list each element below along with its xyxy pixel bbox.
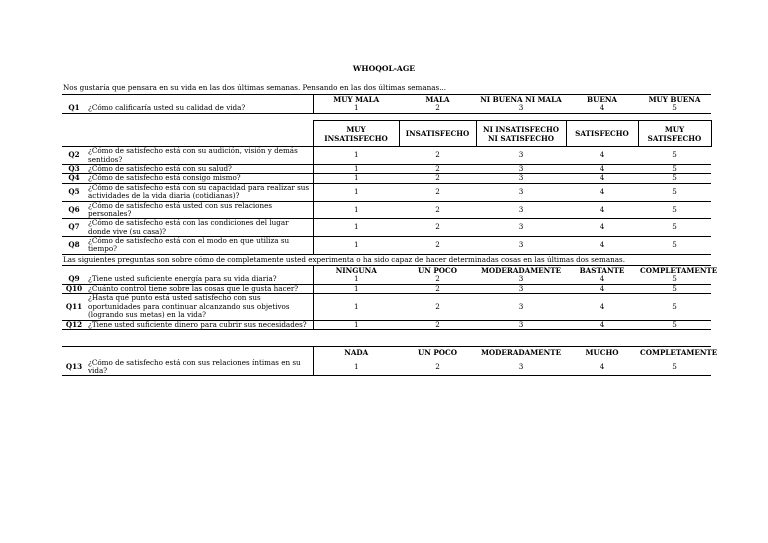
option-3[interactable]: 3 [476,174,566,183]
option-3[interactable]: 3 [476,237,566,255]
option-4[interactable]: 4 [566,219,638,237]
question-row-q10 [62,284,711,293]
section2-table [62,120,712,255]
question-id: Q6 [62,201,86,219]
option-2[interactable]: 2 [399,237,476,255]
option-5[interactable]: 5 [638,201,711,219]
question-id: Q10 [62,284,86,293]
option-4[interactable]: 4 [566,147,638,165]
question-row-q6 [62,201,711,219]
header-option-4: BUENA [566,95,638,105]
header-option-3: MODERADAMENTE [476,266,566,276]
question-text: ¿Cómo de satisfecho está usted con sus relaciones personales? [86,201,313,219]
question-id: Q3 [62,165,86,174]
option-2[interactable]: 2 [399,201,476,219]
question-row-q7 [62,219,711,237]
option-1[interactable]: 1 [313,293,399,320]
option-2[interactable]: 2 [399,147,476,165]
option-3[interactable]: 3 [476,320,566,329]
option-4[interactable]: 4 [566,359,638,376]
option-4[interactable]: 4 [566,284,638,293]
question-text: ¿Hasta qué punto está usted satisfecho con sus oportunidades para continuar alcanzando sus objetivos (logrando sus metas) en la vida? [86,293,313,320]
section1-table [62,94,711,114]
option-3[interactable]: 3 [518,274,524,284]
header-option-2: UN POCO [399,347,476,359]
question-text: ¿Cómo de satisfecho está con su salud? [86,165,313,174]
question-id: Q13 [62,359,86,376]
option-1[interactable]: 1 [313,165,399,174]
header-option-4: BASTANTE [566,266,638,276]
option-3[interactable]: 3 [476,147,566,165]
option-1[interactable]: 1 [313,183,399,201]
option-5[interactable]: 5 [638,147,711,165]
option-2[interactable]: 2 [399,104,476,113]
option-5[interactable]: 5 [638,219,711,237]
option-5[interactable]: 5 [638,165,711,174]
option-1[interactable]: 1 [313,359,399,376]
question-text: ¿Cómo de satisfecho está con su capacidad para realizar sus actividades de la vida diaria (cotidianas)? [86,183,313,201]
option-1[interactable]: 1 [313,174,399,183]
option-5[interactable]: 5 [638,359,711,376]
question-id: Q12 [62,320,86,329]
question-id: Q7 [62,219,86,237]
option-5[interactable]: 5 [638,174,711,183]
option-1[interactable]: 1 [353,274,359,284]
question-row-q5 [62,183,711,201]
option-4[interactable]: 4 [566,201,638,219]
option-5[interactable]: 5 [638,293,711,320]
option-3[interactable]: 3 [476,104,566,113]
header-option-5: MUY BUENA [638,95,711,105]
option-3[interactable]: 3 [476,359,566,376]
question-text: ¿Cómo de satisfecho está con las condiciones del lugar donde vive (su casa)? [86,219,313,237]
section3-table [62,265,718,330]
header-option-1: NINGUNA [313,266,399,276]
option-5[interactable]: 5 [638,104,711,113]
section4-table [62,346,718,376]
option-4[interactable]: 4 [599,274,605,284]
question-row-q11 [62,293,711,320]
option-2[interactable]: 2 [399,165,476,174]
question-id: Q9 [68,274,80,284]
option-4[interactable]: 4 [566,320,638,329]
header-option-1: MUY INSATISFECHO [313,121,399,147]
option-3[interactable]: 3 [476,293,566,320]
question-text: ¿Cómo de satisfecho está con su audición, visión y demás sentidos? [86,147,313,165]
question-text: ¿Cómo de satisfecho está con el modo en que utiliza su tiempo? [86,237,313,255]
option-3[interactable]: 3 [476,219,566,237]
header-option-5: MUY SATISFECHO [638,121,711,147]
question-text: ¿Tiene usted suficiente dinero para cubrir sus necesidades? [86,320,313,329]
question-text: ¿Cuánto control tiene sobre las cosas que le gusta hacer? [86,284,313,293]
question-text: ¿Tiene usted suficiente energía para su vida diaria? [86,275,313,284]
option-1[interactable]: 1 [313,104,399,113]
header-option-1: NADA [313,347,399,359]
question-id: Q2 [62,147,86,165]
option-1[interactable]: 1 [313,219,399,237]
question-row-q8 [62,237,711,255]
option-1[interactable]: 1 [313,237,399,255]
option-4[interactable]: 4 [566,237,638,255]
question-row-q4 [62,174,711,183]
option-2[interactable]: 2 [399,219,476,237]
header-option-2: UN POCO [399,266,476,276]
option-2[interactable]: 2 [435,274,440,284]
question-id: Q8 [62,237,86,255]
option-2[interactable]: 2 [399,293,476,320]
question-id: Q5 [62,183,86,201]
option-2[interactable]: 2 [399,359,476,376]
option-4[interactable]: 4 [566,174,638,183]
question-id: Q11 [62,293,86,320]
page-title: WHOQOL-AGE [352,64,416,73]
option-4[interactable]: 4 [566,165,638,174]
option-2[interactable]: 2 [399,284,476,293]
question-text: ¿Cómo calificaría usted su calidad de vida? [86,104,313,113]
header-option-4: MUCHO [566,347,638,359]
header-option-3: NI BUENA NI MALA [476,95,566,105]
question-id: Q1 [62,104,86,113]
option-5[interactable]: 5 [638,284,711,293]
option-2[interactable]: 2 [399,183,476,201]
question-row-q13 [62,359,711,376]
section3-intro: Las siguientes preguntas son sobre cómo de completamente usted experimenta o ha sido capaz de hacer determinadas cosas en las últimas dos semanas. [63,255,625,264]
question-text: ¿Cómo de satisfecho está consigo mismo? [86,174,313,183]
option-3[interactable]: 3 [476,201,566,219]
question-id: Q4 [62,174,86,183]
question-row-q9 [62,275,711,284]
header-option-5: COMPLETAMENTE [640,348,718,358]
option-3[interactable]: 3 [476,183,566,201]
question-row-q2 [62,147,711,165]
header-option-5: COMPLETAMENTE [640,266,718,275]
option-4[interactable]: 4 [566,293,638,320]
option-3[interactable]: 3 [476,284,566,293]
option-1[interactable]: 1 [313,320,399,329]
option-5[interactable]: 5 [672,274,677,284]
header-option-4: SATISFECHO [566,121,638,147]
option-3[interactable]: 3 [476,165,566,174]
option-1[interactable]: 1 [313,147,399,165]
option-5[interactable]: 5 [638,183,711,201]
question-row-q1 [62,104,711,113]
header-option-3: NI INSATISFECHO NI SATISFECHO [476,121,566,147]
option-4[interactable]: 4 [566,104,638,113]
header-option-3: MODERADAMENTE [476,347,566,359]
option-2[interactable]: 2 [399,174,476,183]
section1-intro: Nos gustaría que pensara en su vida en las dos últimas semanas. Pensando en las dos últimas semanas... [63,83,447,92]
option-5[interactable]: 5 [638,237,711,255]
question-row-q12 [62,320,711,329]
header-option-2: MALA [399,95,476,105]
question-text: ¿Cómo de satisfecho está con sus relaciones íntimas en su vida? [86,359,313,376]
option-1[interactable]: 1 [313,201,399,219]
option-1[interactable]: 1 [313,284,399,293]
option-5[interactable]: 5 [638,320,711,329]
option-2[interactable]: 2 [399,320,476,329]
section2-questions [62,147,711,255]
header-option-1: MUY MALA [313,95,399,105]
option-4[interactable]: 4 [566,183,638,201]
header-option-2: INSATISFECHO [399,121,476,147]
